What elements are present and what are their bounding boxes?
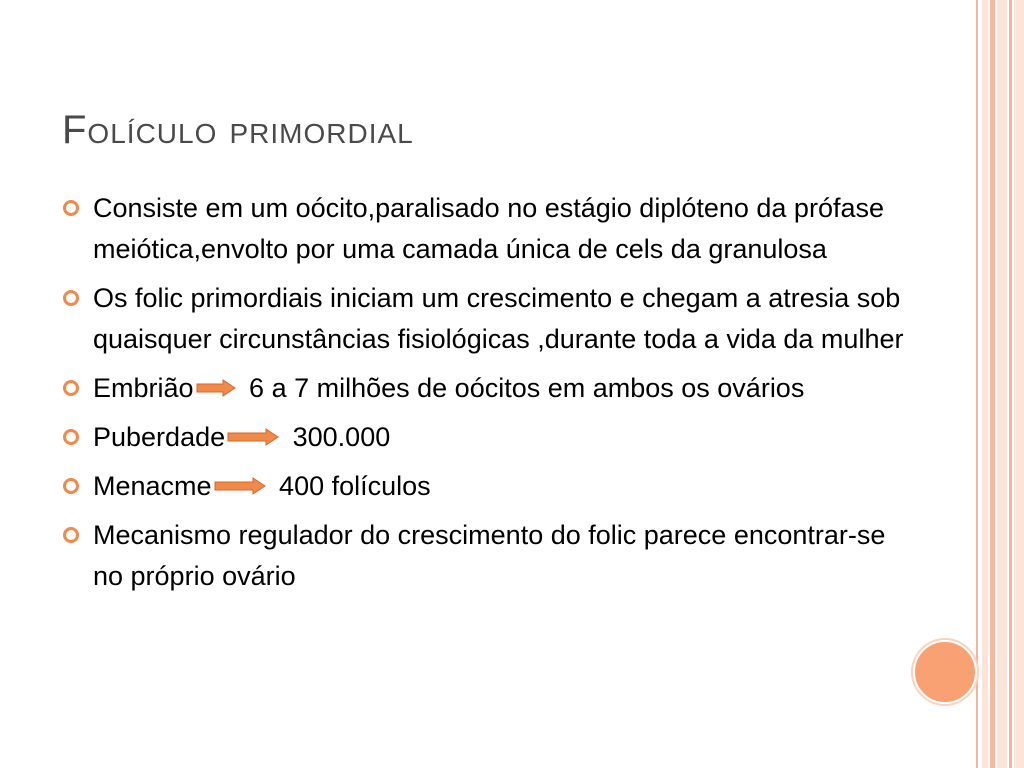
bullet-item	[62, 417, 912, 458]
bullet-text: Consiste em um oócito,paralisado no estágio diplóteno da prófase meiótica,envolto por uma camada única de cels da granulosa	[93, 193, 884, 264]
circle-bullet-icon	[63, 200, 79, 216]
circle-bullet-icon	[63, 478, 79, 494]
right-arrow-icon	[196, 379, 236, 397]
bullet-text: Menacme	[93, 471, 212, 501]
bullet-item	[62, 368, 912, 409]
decorative-stripe	[1014, 0, 1024, 768]
bullet-item	[62, 278, 912, 360]
bullet-list	[62, 188, 912, 605]
bullet-text: 400 folículos	[271, 471, 431, 501]
bullet-text: Embrião	[93, 373, 194, 403]
circle-bullet-icon	[63, 290, 79, 306]
bullet-text: Os folic primordiais iniciam um crescimento e chegam a atresia sob quaisquer circunstâncias fisiológicas ,durante toda a vida da mulher	[93, 283, 904, 354]
bullet-text: 6 a 7 milhões de oócitos em ambos os ovários	[241, 373, 805, 403]
bullet-text: Puberdade	[93, 422, 226, 452]
bullet-text: Mecanismo regulador do crescimento do folic parece encontrar-se no próprio ovário	[93, 520, 886, 591]
decorative-circle	[913, 640, 977, 704]
decorative-stripe	[1009, 0, 1012, 768]
decorative-stripe	[982, 0, 988, 768]
bullet-text: 300.000	[285, 422, 391, 452]
circle-bullet-icon	[63, 527, 79, 543]
decorative-stripe	[976, 0, 978, 768]
decorative-stripe	[990, 0, 995, 768]
bullet-item	[62, 466, 912, 507]
bullet-item	[62, 188, 912, 270]
right-arrow-icon	[227, 428, 279, 446]
circle-bullet-icon	[63, 429, 79, 445]
slide-title: Folículo primordial	[62, 108, 414, 152]
right-arrow-icon	[214, 477, 266, 495]
circle-bullet-icon	[63, 380, 79, 396]
decorative-stripe	[997, 0, 1007, 768]
bullet-item	[62, 515, 912, 597]
